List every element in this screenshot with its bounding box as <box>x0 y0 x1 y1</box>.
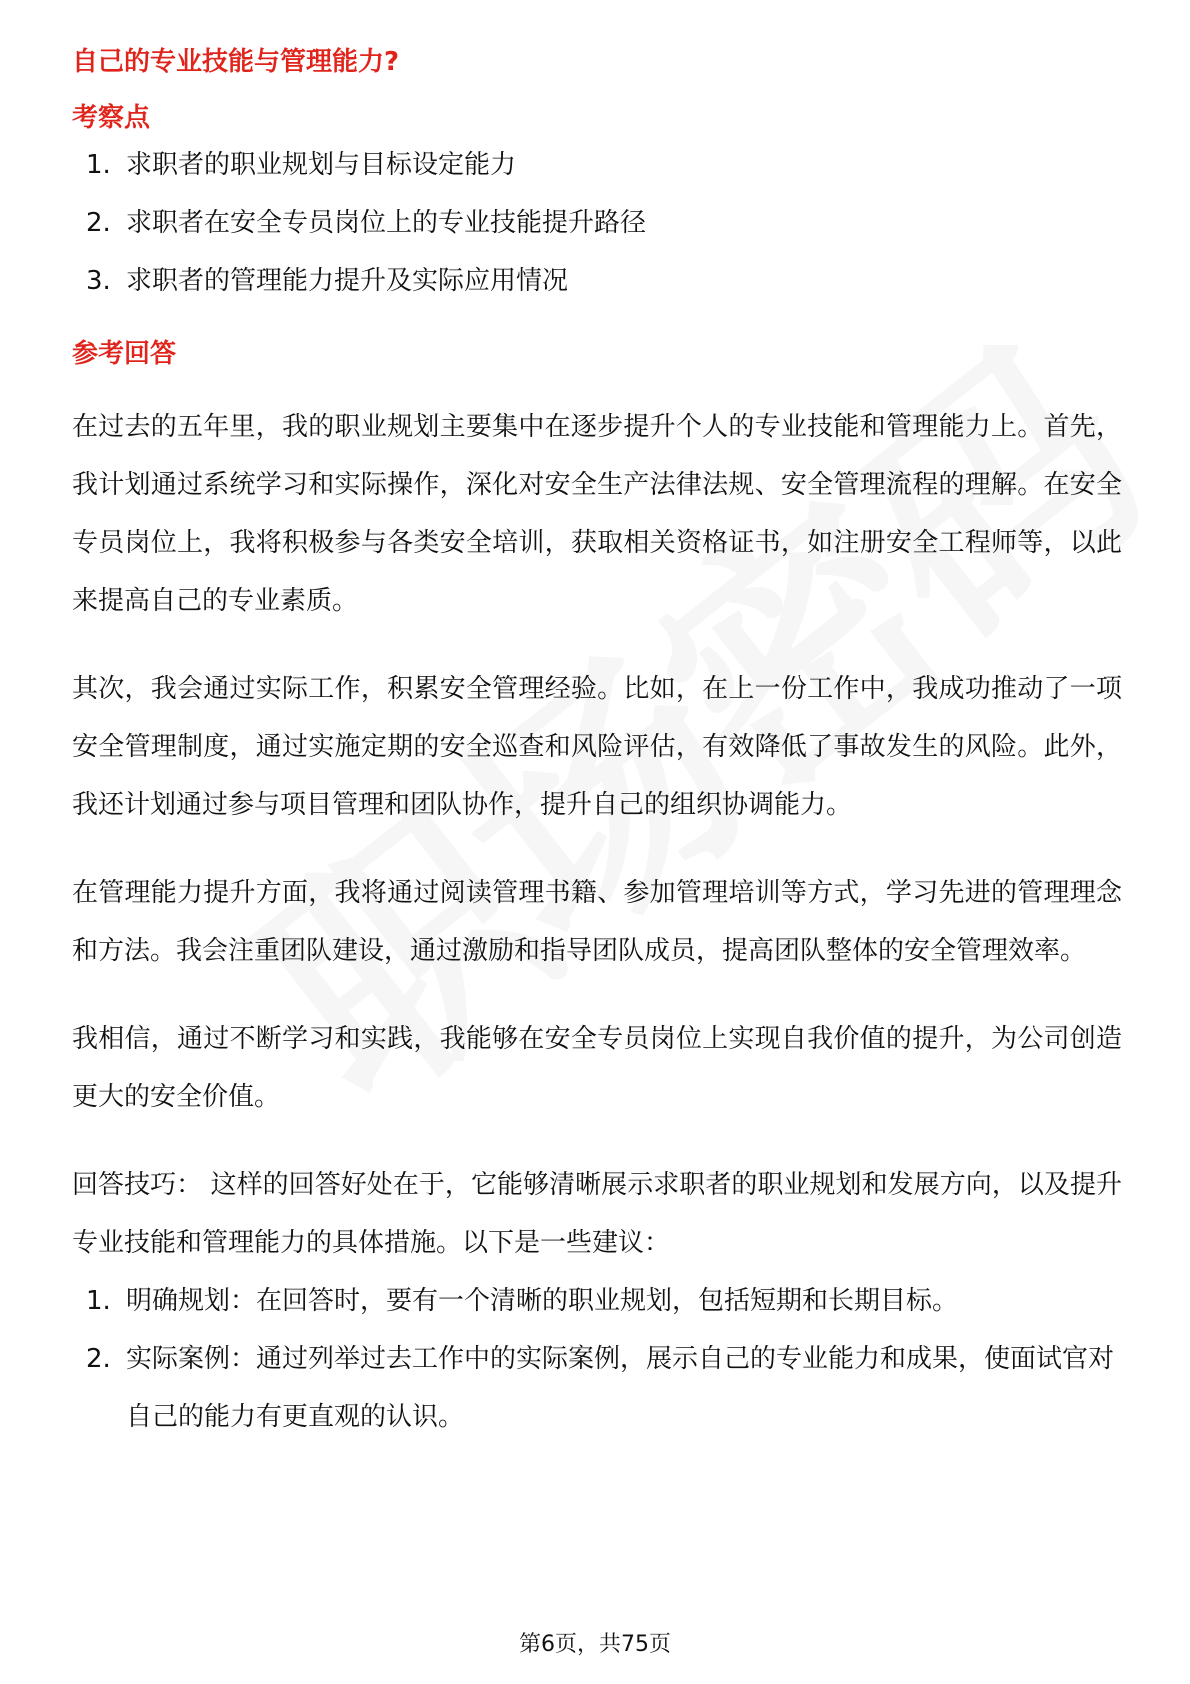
tips-list <box>72 1272 1122 1446</box>
answer-paragraph: 我相信，通过不断学习和实践，我能够在安全专员岗位上实现自我价值的提升，为公司创造更大的安全价值。 <box>72 1024 1122 1112</box>
list-item <box>72 1330 1122 1446</box>
points-list <box>72 136 1122 310</box>
section-heading-answer: 参考回答 <box>72 339 177 369</box>
question-title: 自己的专业技能与管理能力? <box>72 47 400 77</box>
list-item-text: 明确规划：在回答时，要有一个清晰的职业规划，包括短期和长期目标。 <box>126 1286 959 1316</box>
list-item <box>72 252 1122 310</box>
list-item <box>72 194 1122 252</box>
list-item-text: 实际案例：通过列举过去工作中的实际案例，展示自己的专业能力和成果，使面试官对自己的能力有更直观的认识。 <box>126 1344 1115 1432</box>
list-item <box>72 136 1122 194</box>
section-heading-points: 考察点 <box>72 103 151 133</box>
answer-paragraph: 在过去的五年里，我的职业规划主要集中在逐步提升个人的专业技能和管理能力上。首先，我计划通过系统学习和实际操作，深化对安全生产法律法规、安全管理流程的理解。在安全专员岗位上，我将积极参与各类安全培训，获取相关资格证书，如注册安全工程师等，以此来提高自己的专业素质。 <box>72 412 1122 616</box>
list-number: 1. <box>86 1286 111 1316</box>
tips-intro-paragraph: 回答技巧： 这样的回答好处在于，它能够清晰展示求职者的职业规划和发展方向，以及提升专业技能和管理能力的具体措施。以下是一些建议： <box>72 1170 1122 1258</box>
list-number: 2. <box>86 1344 111 1374</box>
answer-paragraph: 在管理能力提升方面，我将通过阅读管理书籍、参加管理培训等方式，学习先进的管理理念和方法。我会注重团队建设，通过激励和指导团队成员，提高团队整体的安全管理效率。 <box>72 878 1122 966</box>
list-number: 3. <box>86 266 111 296</box>
list-item-text: 求职者的职业规划与目标设定能力 <box>126 150 517 180</box>
page-footer: 第6页，共75页 <box>519 1632 671 1657</box>
list-item-text: 求职者在安全专员岗位上的专业技能提升路径 <box>126 208 647 238</box>
list-item <box>72 1272 1122 1330</box>
answer-paragraph: 其次，我会通过实际工作，积累安全管理经验。比如，在上一份工作中，我成功推动了一项安全管理制度，通过实施定期的安全巡查和风险评估，有效降低了事故发生的风险。此外，我还计划通过参与项目管理和团队协作，提升自己的组织协调能力。 <box>72 674 1122 820</box>
list-item-text: 求职者的管理能力提升及实际应用情况 <box>126 266 569 296</box>
list-number: 2. <box>86 208 111 238</box>
list-number: 1. <box>86 150 111 180</box>
page-content <box>72 44 1122 1446</box>
